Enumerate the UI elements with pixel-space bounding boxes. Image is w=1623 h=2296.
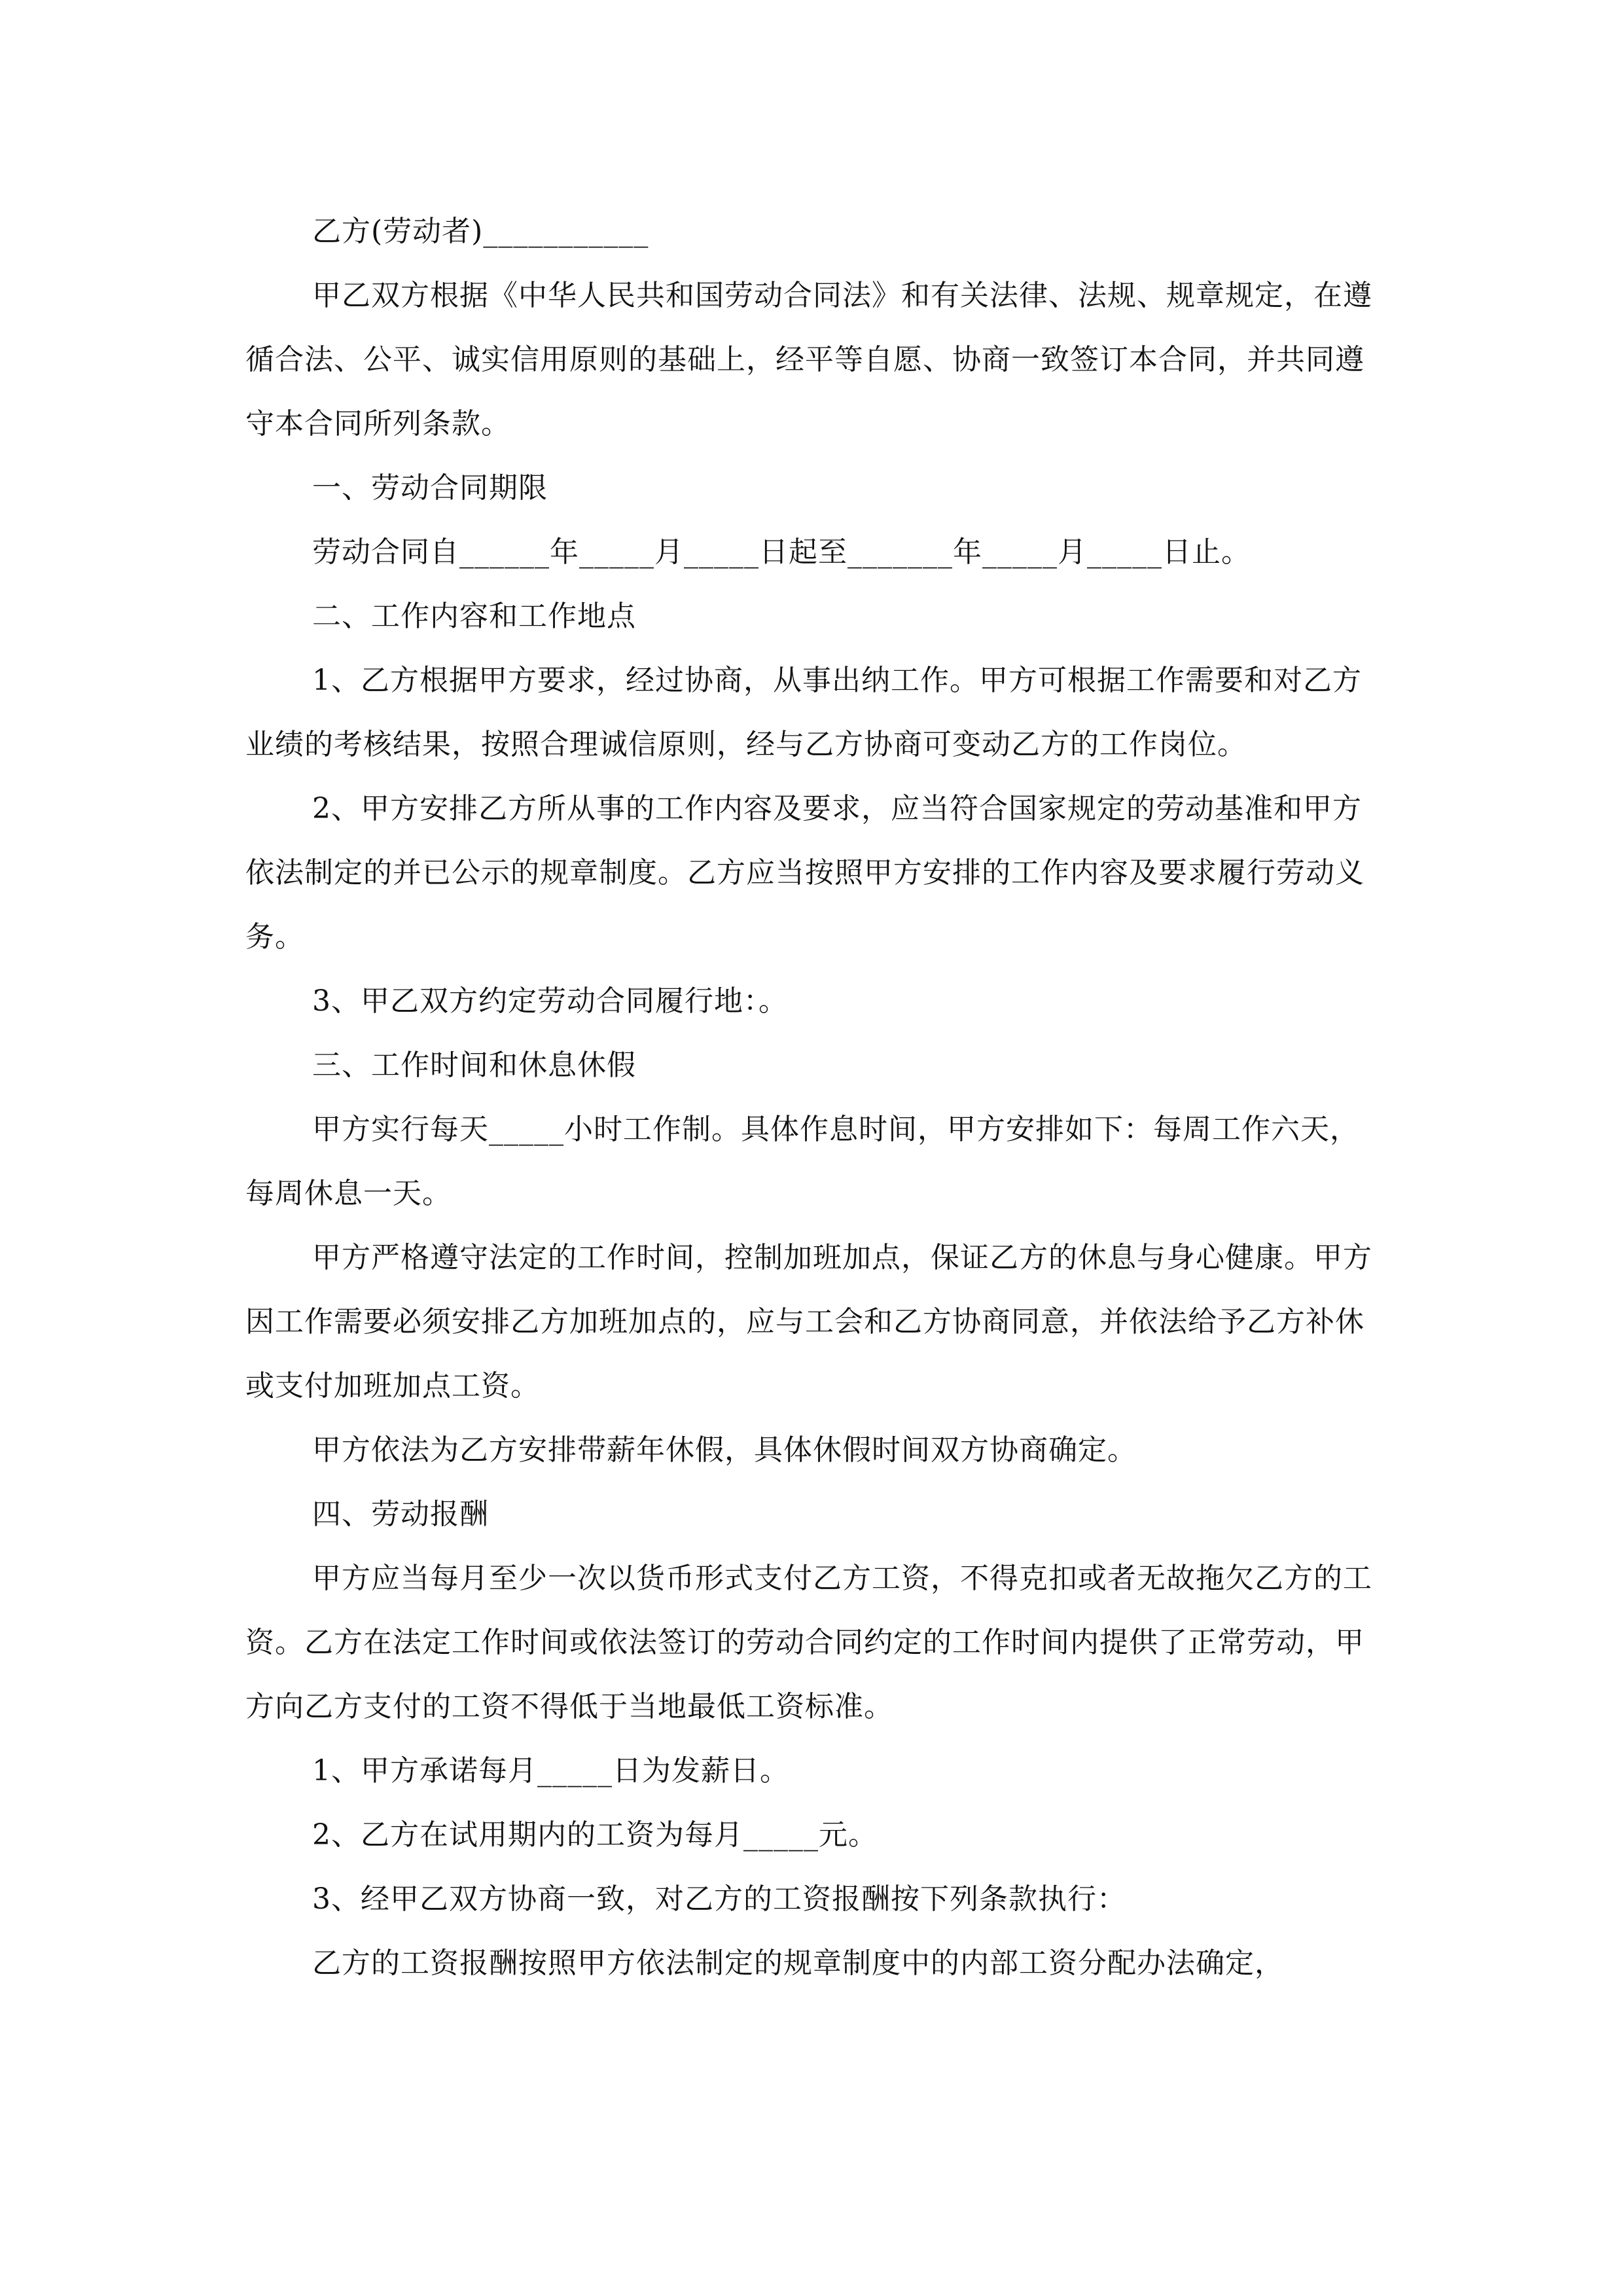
work-content-clause-1: 1、乙方根据甲方要求，经过协商，从事出纳工作。甲方可根据工作需要和对乙方业绩的考核结果，按照合理诚信原则，经与乙方协商可变动乙方的工作岗位。 — [245, 664, 1362, 761]
work-content-clause-2: 2、甲方安排乙方所从事的工作内容及要求，应当符合国家规定的劳动基准和甲方依法制定的并已公示的规章制度。乙方应当按照甲方安排的工作内容及要求履行劳动义务。 — [245, 792, 1364, 954]
paid-leave-paragraph: 甲方依法为乙方安排带薪年休假，具体休假时间双方协商确定。 — [312, 1433, 1137, 1467]
remuneration-clause-2: 2、乙方在试用期内的工资为每月_____元。 — [312, 1818, 878, 1852]
document-body — [245, 200, 1381, 1996]
work-content-clause-3: 3、甲乙双方约定劳动合同履行地：。 — [312, 984, 788, 1018]
party-b-line: 乙方(劳动者)___________ — [312, 215, 649, 248]
remuneration-paragraph: 甲方应当每月至少一次以货币形式支付乙方工资，不得克扣或者无故拖欠乙方的工资。乙方在法定工作时间或依法签订的劳动合同约定的工作时间内提供了正常劳动，甲方向乙方支付的工资不得低于当地最低工资标准。 — [245, 1562, 1372, 1723]
remuneration-detail-paragraph: 乙方的工资报酬按照甲方依法制定的规章制度中的内部工资分配办法确定， — [312, 1946, 1284, 1980]
section-heading-contract-term: 一、劳动合同期限 — [312, 471, 548, 505]
section-heading-work-content: 二、工作内容和工作地点 — [312, 600, 636, 633]
section-heading-remuneration: 四、劳动报酬 — [312, 1498, 489, 1531]
preamble-paragraph: 甲乙双方根据《中华人民共和国劳动合同法》和有关法律、法规、规章规定，在遵循合法、公平、诚实信用原则的基础上，经平等自愿、协商一致签订本合同，并共同遵守本合同所列条款。 — [245, 279, 1372, 440]
contract-term-paragraph: 劳动合同自______年_____月_____日起至_______年_____月_____日止。 — [312, 535, 1251, 569]
overtime-paragraph: 甲方严格遵守法定的工作时间，控制加班加点，保证乙方的休息与身心健康。甲方因工作需要必须安排乙方加班加点的，应与工会和乙方协商同意，并依法给予乙方补休或支付加班加点工资。 — [245, 1241, 1372, 1403]
remuneration-clause-1: 1、甲方承诺每月_____日为发薪日。 — [312, 1754, 789, 1787]
remuneration-clause-3: 3、经甲乙双方协商一致，对乙方的工资报酬按下列条款执行： — [312, 1882, 1126, 1916]
section-heading-working-hours: 三、工作时间和休息休假 — [312, 1049, 636, 1082]
working-hours-paragraph: 甲方实行每天_____小时工作制。具体作息时间，甲方安排如下：每周工作六天，每周休息一天。 — [245, 1113, 1359, 1210]
